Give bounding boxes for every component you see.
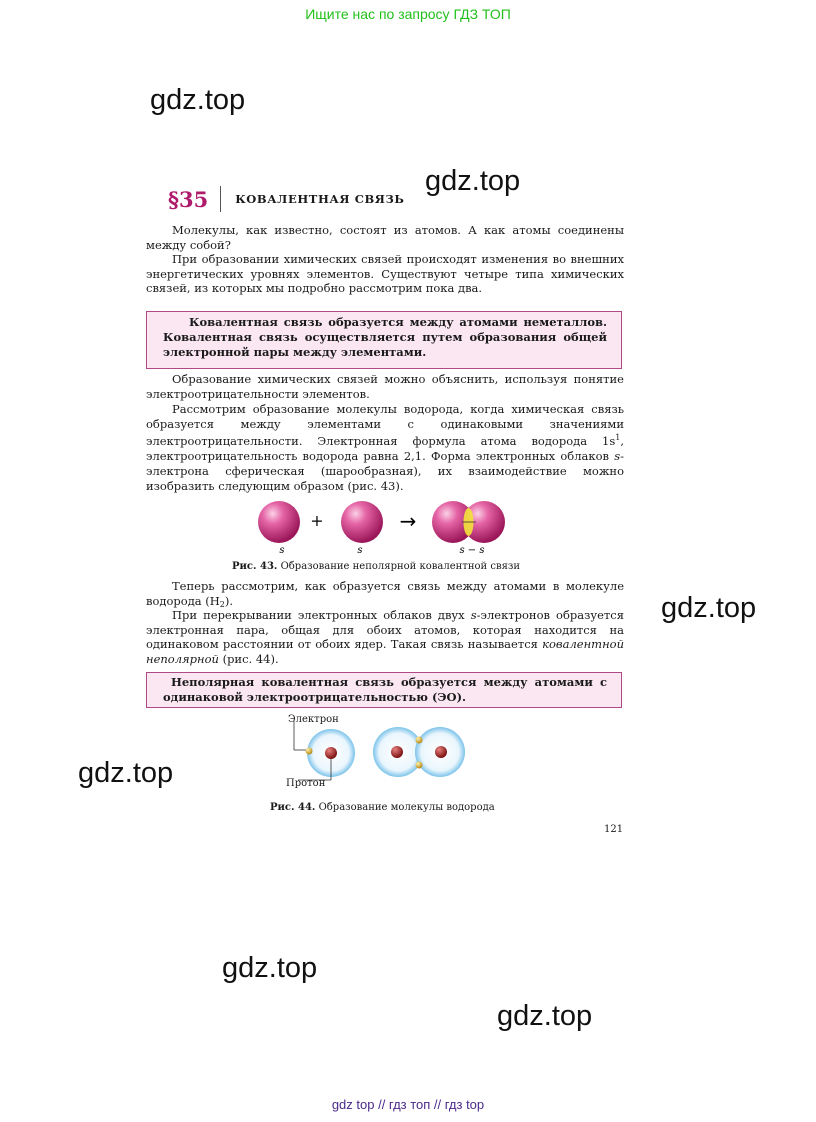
- text-run: При перекрывании электронных облаков двух: [172, 608, 471, 622]
- watermark: gdz.top: [661, 592, 757, 624]
- text-run: (рис. 44).: [218, 652, 279, 667]
- italic-run: s: [614, 449, 621, 464]
- footer-links[interactable]: gdz top // гдз топ // гдз top: [331, 1097, 485, 1112]
- proton-nucleus: [391, 746, 403, 758]
- section-header: [168, 186, 405, 212]
- s-orbital-sphere: [258, 501, 300, 543]
- electron: [306, 748, 313, 755]
- orbital-label: s: [279, 545, 285, 556]
- figure-43: [250, 498, 550, 558]
- plus-sign: +: [310, 511, 324, 530]
- figure-44: [270, 710, 470, 792]
- watermark: gdz.top: [78, 757, 174, 789]
- electron: [416, 737, 423, 744]
- italic-run: s: [470, 608, 477, 622]
- proton-nucleus: [435, 746, 447, 758]
- watermark: gdz.top: [425, 165, 521, 197]
- s-orbital-sphere: [341, 501, 383, 543]
- subscript: 2: [219, 599, 225, 609]
- proton-nucleus: [325, 747, 337, 759]
- superscript: 1: [615, 433, 621, 443]
- caption-number: Рис. 43.: [232, 561, 278, 572]
- italic-term: ковалентной неполярной: [146, 637, 624, 667]
- definition-box: Неполярная ковалентная связь образуется между атомами с одинаковой электроотрицательностью (ЭО).: [146, 672, 622, 708]
- arrow-icon: →: [399, 509, 417, 533]
- text-run: , электроотрицательность водорода равна 2,1. Форма электронных облаков: [146, 434, 624, 464]
- section-divider: [220, 186, 221, 212]
- figure-44-caption: [270, 802, 495, 813]
- page-number: 121: [604, 824, 624, 835]
- figure-43-caption: [232, 561, 520, 572]
- text-run: -электрона сферическая (шарообразная), их взаимодействие можно изобразить следующим образом (рис. 43).: [146, 449, 624, 493]
- watermark: gdz.top: [497, 1000, 593, 1032]
- section-title: КОВАЛЕНТНАЯ СВЯЗЬ: [235, 192, 405, 206]
- watermark: gdz.top: [222, 952, 318, 984]
- paragraph: Образование химических связей можно объяснить, используя понятие электроотрицательности элементов.: [146, 372, 624, 401]
- caption-text: Образование неполярной ковалентной связи: [277, 561, 521, 572]
- electron-label: Электрон: [288, 714, 339, 725]
- text-run: -электронов образуется электронная пара, общая для обоих атомов, которая находится на одинаковом расстоянии от обоих ядер. Такая связь называется: [146, 608, 624, 652]
- text-run: Теперь рассмотрим, как образуется связь между атомами в молекуле водорода (H: [146, 579, 624, 608]
- paragraph: [146, 608, 624, 667]
- electron: [416, 762, 423, 769]
- text-run: Рассмотрим образование молекулы водорода, когда химическая связь образуется между элементами с одинаковыми значениями электроотрицательности. Электронная формула атома водорода 1s: [146, 402, 624, 449]
- definition-box: Ковалентная связь образуется между атомами неметаллов. Ковалентная связь осуществляется путем образования общей электронной пары между элементами.: [146, 311, 622, 369]
- text-run: ).: [224, 593, 234, 608]
- caption-text: Образование молекулы водорода: [315, 802, 495, 813]
- watermark: gdz.top: [150, 84, 246, 116]
- proton-label: Протон: [286, 778, 326, 789]
- orbital-label: s − s: [459, 545, 485, 556]
- paragraph: Молекулы, как известно, состоят из атомов. А как атомы соединены между собой?: [146, 223, 624, 252]
- caption-number: Рис. 44.: [270, 802, 316, 813]
- search-banner: Ищите нас по запросу ГДЗ ТОП: [305, 6, 511, 22]
- paragraph: При образовании химических связей происходят изменения во внешних энергетических уровнях элементов. Существуют четыре типа химических связей, из которых мы подробно рассмотрим пока два.: [146, 252, 624, 296]
- section-number: §35: [168, 186, 209, 212]
- paragraph: [146, 402, 624, 493]
- orbital-label: s: [357, 545, 363, 556]
